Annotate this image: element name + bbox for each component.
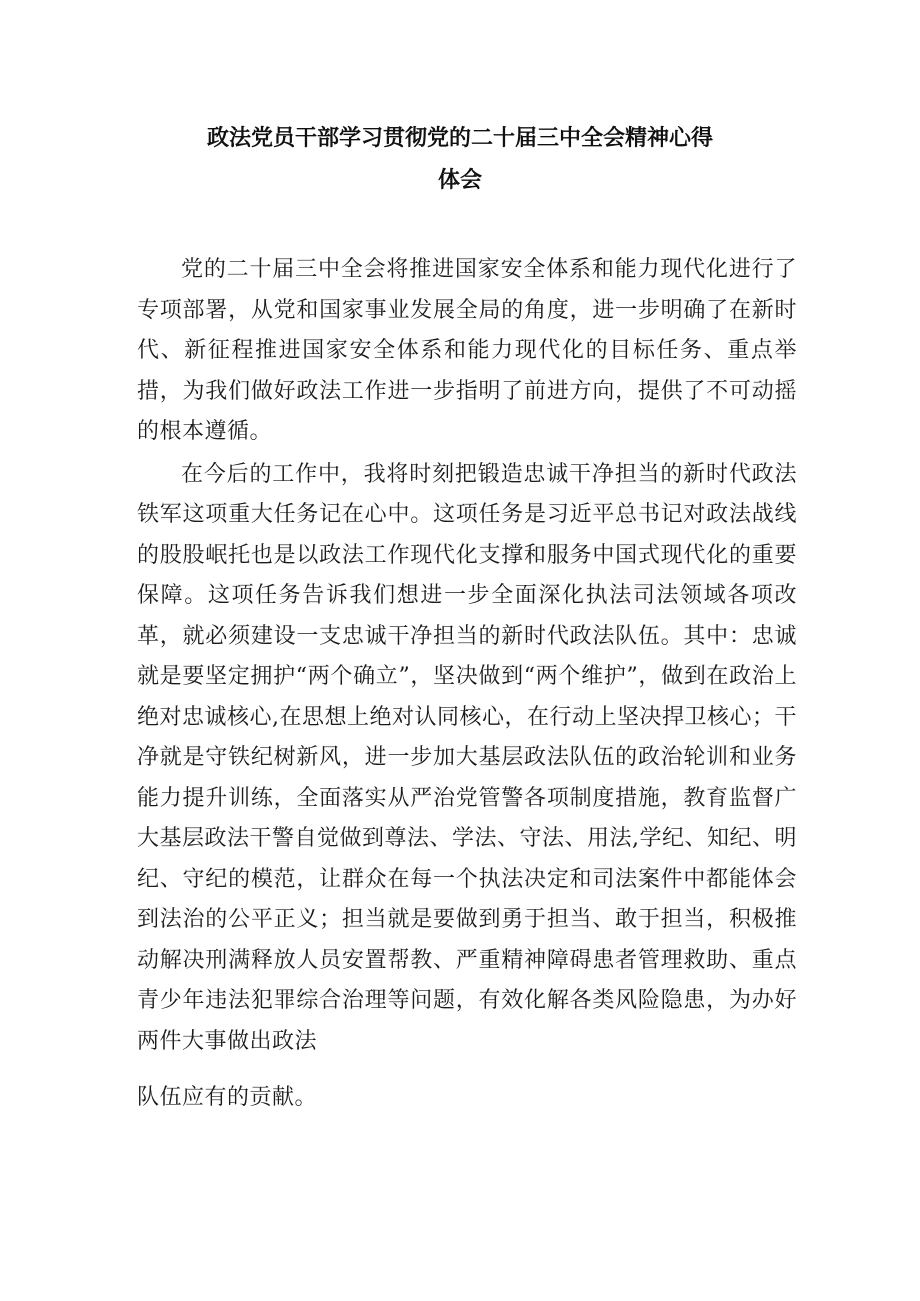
paragraph-3: 队伍应有的贡献。 (137, 1085, 318, 1110)
title-line-1: 政法党员干部学习贯彻党的二十届三中全会精神心得 (206, 126, 713, 151)
paragraph-1: 党的二十届三中全会将推进国家安全体系和能力现代化进行了专项部署，从党和国家事业发展全局的角度，进一步明确了在新时代、新征程推进国家安全体系和能力现代化的目标任务、重点举措，为我们做好政法工作进一步指明了前进方向，提供了不可动摇的根本遵循。 (137, 257, 797, 444)
title-line-2: 体会 (437, 168, 482, 193)
document-title (150, 118, 770, 202)
document-body (137, 250, 797, 1119)
paragraph-2: 在今后的工作中，我将时刻把锻造忠诚干净担当的新时代政法铁军这项重大任务记在心中。这项任务是习近平总书记对政法战线的股股岷托也是以政法工作现代化支撑和服务中国式现代化的重要保障。这项任务告诉我们想进一步全面深化执法司法领域各项改革，就必须建设一支忠诚干净担当的新时代政法队伍。其中：忠诚就是要坚定拥护“两个确立”，坚决做到“两个维护”，做到在政治上绝对忠诚核心,在思想上绝对认同核心，在行动上坚决捍卫核心；干净就是守铁纪树新风，进一步加大基层政法队伍的政治轮训和业务能力提升训练，全面落实从严治党管警各项制度措施，教育监督广大基层政法干警自觉做到尊法、学法、守法、用法,学纪、知纪、明纪、守纪的模范，让群众在每一个执法决定和司法案件中都能体会到法治的公平正义；担当就是要做到勇于担当、敢于担当，积极推动解决刑满释放人员安置帮教、严重精神障碍患者管理救助、重点青少年违法犯罪综合治理等问题，有效化解各类风险隐患，为办好两件大事做出政法 (137, 461, 797, 1054)
